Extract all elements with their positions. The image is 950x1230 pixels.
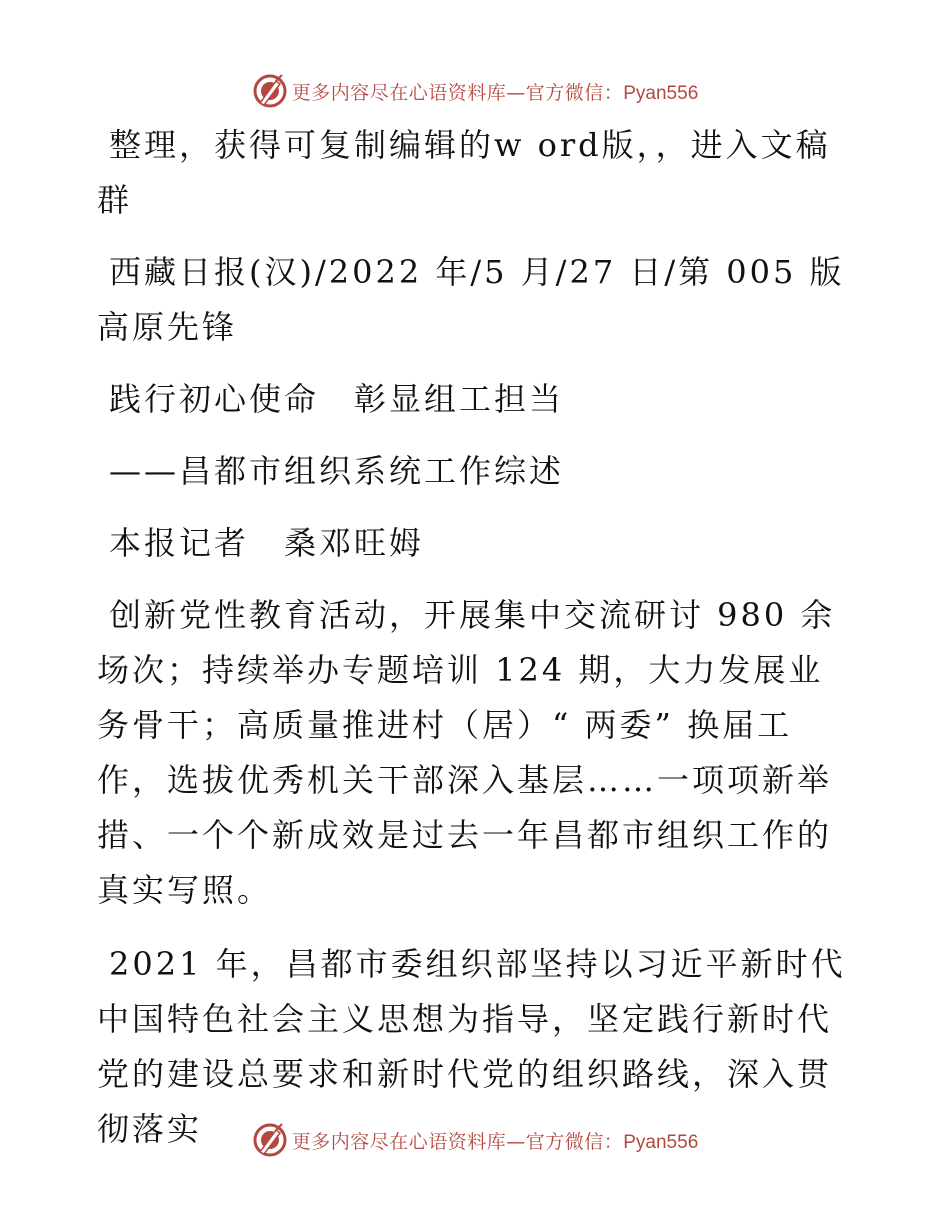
footer-watermark (0, 1120, 950, 1160)
body-paragraph: 2021 年，昌都市委组织部坚持以习近平新时代中国特色社会主义思想为指导，坚定践行新时代党的建设总要求和新时代党的组织路线，深入贯彻落实 (97, 945, 846, 1148)
watermark-text: 更多内容尽在心语资料库—官方微信：Pyan556 (291, 1130, 699, 1153)
byline: 本报记者 桑邓旺姆 (109, 524, 425, 562)
watermark-text: 更多内容尽在心语资料库—官方微信：Pyan556 (291, 81, 699, 104)
pen-logo-icon (252, 73, 288, 109)
pen-logo-icon (252, 1122, 288, 1158)
lead-paragraph: 创新党性教育活动，开展集中交流研讨 980 余场次；持续举办专题培训 124 期，大力发展业务骨干；高质量推进村（居）“ 两委” 换届工作，选拔优秀机关干部深入基层……一项项新举措、一个个新成效是过去一年昌都市组织工作的真实写照。 (97, 596, 836, 909)
document-heading: 整理，获得可复制编辑的w ord版，，进入文稿群 (97, 126, 831, 219)
article-subtitle: ——昌都市组织系统工作综述 (109, 452, 565, 490)
header-watermark (0, 71, 950, 111)
document-body (97, 118, 855, 1157)
article-title: 践行初心使命 彰显组工担当 (109, 380, 565, 418)
source-line: 西藏日报(汉)/2022 年/5 月/27 日/第 005 版高原先锋 (97, 253, 845, 346)
